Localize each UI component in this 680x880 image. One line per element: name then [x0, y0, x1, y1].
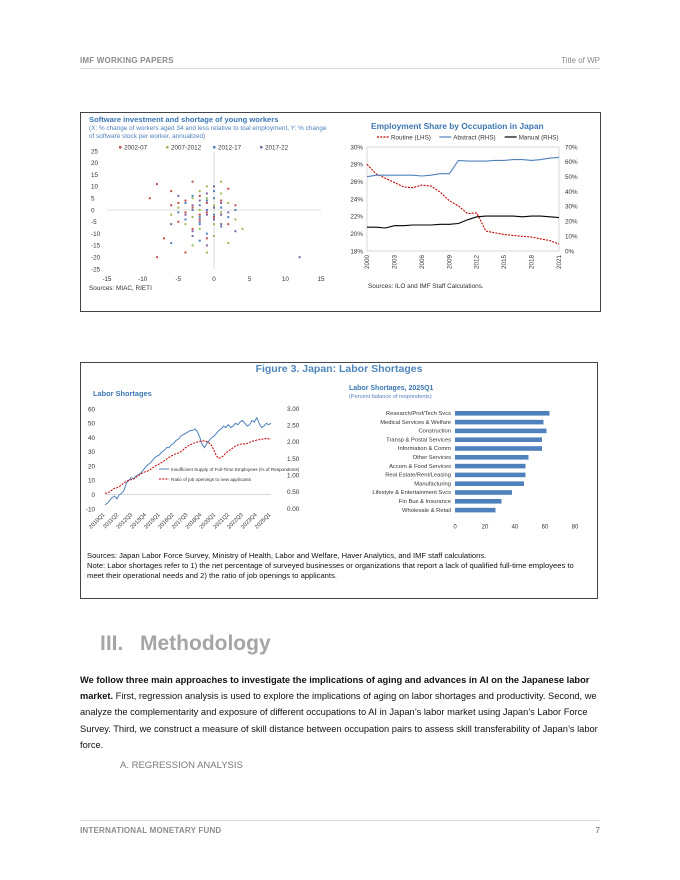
employment-x-tick: 2003 [391, 255, 399, 270]
labor-x-tick: 2011Q2 [102, 512, 121, 531]
scatter-point [220, 211, 222, 213]
scatter-point [184, 218, 186, 220]
employment-y-right-tick: 0% [565, 248, 575, 256]
labor-x-tick: 2018Q4 [184, 512, 204, 531]
figure3-note: Note: Labor shortages refer to 1) the net percentage of surveyed businesses or organizations that report a lack of qualified full-time employees to meet their operational needs and 2) the ratio of job openings to applicants. [87, 561, 574, 580]
paragraph-rest: First, regression analysis is used to explore the implications of aging on labor shortages and productivity. Second, we analyze the complementarity and exposure of different occupations to AI in Japan’s labor market using Japan’s Labor Force Survey. Third, we construct a measure of skill distance between occupation pairs to assess skill transferability of Japan’s labor force. [80, 691, 598, 750]
employment-y-left-tick: 26% [350, 178, 363, 186]
scatter-point [156, 183, 158, 185]
scatter-point [213, 190, 215, 192]
scatter-source: Sources: MIAC, RIETI [89, 285, 152, 292]
scatter-y-tick: -15 [91, 242, 101, 250]
employment-title: Employment Share by Occupation in Japan [371, 121, 544, 131]
scatter-point [242, 228, 244, 230]
scatter-point [192, 195, 194, 197]
scatter-point [206, 244, 208, 246]
scatter-y-tick: 0 [91, 207, 95, 215]
scatter-point [199, 218, 201, 220]
employment-y-right-tick: 70% [565, 144, 578, 152]
bar-category-label: Research/Prof/Tech Svcs [385, 411, 451, 417]
scatter-point [199, 204, 201, 206]
labor-x-tick: 2010Q1 [88, 512, 107, 531]
labor-y-left-tick: -10 [85, 506, 95, 514]
employment-x-tick: 2006 [418, 255, 426, 270]
employment-series-line [367, 216, 559, 228]
figure3-box [80, 362, 598, 599]
figure3-title: Figure 3. Japan: Labor Shortages [255, 363, 423, 375]
bar-category-label: Medical Services & Welfare [380, 419, 451, 426]
scatter-point [199, 228, 201, 230]
scatter-point [220, 207, 222, 209]
bar-category-label: Manufacturing [414, 481, 451, 488]
bar-x-tick: 60 [541, 524, 549, 531]
bar-category-label: Other Services [412, 455, 451, 461]
scatter-chart [81, 141, 343, 291]
scatter-point [192, 216, 194, 218]
employment-y-right-tick: 30% [565, 203, 578, 211]
labor-y-left-tick: 30 [87, 449, 95, 457]
labor-y-right-tick: 1.00 [287, 472, 300, 480]
scatter-legend-label: 2012-17 [218, 144, 242, 152]
employment-legend-label: Abstract (RHS) [453, 134, 496, 142]
employment-y-right-tick: 60% [565, 159, 578, 167]
scatter-point [184, 202, 186, 204]
labor-series-line [105, 438, 271, 493]
employment-y-left-tick: 28% [350, 161, 363, 169]
scatter-point [206, 185, 208, 187]
scatter-legend-marker [260, 146, 263, 149]
scatter-point [199, 200, 201, 202]
bar-x-tick: 20 [481, 524, 489, 531]
scatter-legend-marker [119, 146, 122, 149]
scatter-point [170, 214, 172, 216]
scatter-point [227, 216, 229, 218]
bar [455, 455, 529, 460]
scatter-point [234, 204, 236, 206]
bar [455, 429, 547, 434]
scatter-point [213, 223, 215, 225]
bar-category-label: Accom & Food Services [389, 463, 451, 470]
scatter-y-tick: -5 [91, 219, 97, 227]
labor-x-tick: 2015Q1 [143, 512, 162, 531]
labor-x-tick: 2017Q3 [171, 512, 190, 531]
scatter-y-tick: -20 [91, 254, 101, 262]
scatter-point [192, 228, 194, 230]
bar-category-label: Real Estate/Rent/Leasing [385, 472, 451, 479]
scatter-x-tick: 10 [281, 276, 289, 283]
bar [455, 411, 550, 416]
scatter-point [184, 214, 186, 216]
scatter-point [206, 214, 208, 216]
scatter-point [170, 190, 172, 192]
labor-y-right-tick: 2.50 [287, 422, 300, 430]
scatter-point [192, 207, 194, 209]
scatter-point [234, 218, 236, 220]
scatter-point [227, 242, 229, 244]
scatter-point [213, 207, 215, 209]
employment-y-right-tick: 40% [565, 188, 578, 196]
employment-plot-frame [367, 147, 559, 251]
labor-y-right-tick: 0.00 [287, 505, 300, 513]
labor-y-right-tick: 1.50 [287, 455, 300, 463]
scatter-point [213, 216, 215, 218]
scatter-x-tick: 0 [212, 276, 216, 283]
scatter-point [220, 226, 222, 228]
bar [455, 473, 526, 478]
scatter-subtitle-1: (X: % change of workers aged 34 and less relative to toal employment, Y: % change [89, 125, 327, 132]
scatter-point [220, 214, 222, 216]
employment-y-right-tick: 10% [565, 233, 578, 241]
scatter-point [213, 214, 215, 216]
employment-chart [337, 131, 599, 291]
scatter-point [192, 209, 194, 211]
bar-category-label: Transp & Postal Services [386, 437, 451, 444]
scatter-legend-label: 2017-22 [265, 144, 289, 152]
scatter-point [213, 204, 215, 206]
scatter-legend-marker [166, 146, 169, 149]
bar-category-label: Information & Comm [397, 446, 451, 453]
scatter-point [199, 240, 201, 242]
scatter-point [177, 211, 179, 213]
employment-y-left-tick: 22% [350, 213, 363, 221]
scatter-point [177, 207, 179, 209]
employment-series-line [367, 164, 559, 244]
scatter-point [199, 195, 201, 197]
employment-y-right-tick: 20% [565, 218, 578, 226]
employment-series-line [367, 157, 559, 176]
paragraph-lead: We follow three main approaches to investigate the implications of aging and advances in AI on the Japanese labor market. [80, 675, 590, 702]
bar [455, 464, 526, 469]
scatter-point [227, 223, 229, 225]
scatter-point [227, 188, 229, 190]
employment-source: Sources: ILO and IMF Staff Calculations. [368, 283, 484, 290]
bar [455, 508, 496, 513]
employment-y-left-tick: 18% [350, 248, 363, 256]
scatter-point [192, 204, 194, 206]
bar-x-tick: 40 [511, 524, 519, 531]
scatter-point [206, 251, 208, 253]
labor-x-tick: 2023Q4 [240, 512, 259, 531]
scatter-point [184, 223, 186, 225]
footer-left: INTERNATIONAL MONETARY FUND [80, 826, 222, 835]
bar [455, 481, 524, 486]
labor-x-tick: 2016Q2 [157, 512, 176, 531]
scatter-point [220, 200, 222, 202]
labor-y-right-tick: 3.00 [287, 405, 300, 413]
scatter-y-tick: -10 [91, 230, 101, 238]
employment-x-tick: 2012 [473, 255, 481, 270]
labor-shortages-title: Labor Shortages [93, 389, 152, 398]
scatter-point [234, 230, 236, 232]
scatter-y-tick: 20 [91, 160, 99, 168]
scatter-point [206, 197, 208, 199]
footer-rule [80, 820, 600, 821]
scatter-point [227, 211, 229, 213]
scatter-point [220, 223, 222, 225]
scatter-point [163, 237, 165, 239]
scatter-y-tick: 5 [91, 195, 95, 203]
scatter-subtitle-2: of software stock per worker, annualized) [89, 133, 206, 140]
labor-legend-label: Insufficient Supply of Full-Time Employees (% of Respondents) [171, 466, 300, 472]
scatter-title: Software investment and shortage of young workers [89, 115, 279, 124]
labor-y-left-tick: 60 [87, 406, 95, 414]
scatter-point [220, 202, 222, 204]
scatter-point [177, 221, 179, 223]
labor-y-right-tick: 2.00 [287, 439, 300, 447]
scatter-point [206, 237, 208, 239]
scatter-y-tick: 15 [91, 171, 99, 179]
bar-x-tick: 0 [453, 524, 457, 531]
labor-x-tick: 2021Q2 [212, 512, 231, 531]
bar-category-label: Lifestyle & Entertainment Svcs [372, 490, 451, 497]
subsection-heading: A. REGRESSION ANALYSIS [120, 760, 243, 771]
employment-x-tick: 2018 [528, 255, 536, 270]
bar [455, 420, 544, 425]
bar-category-label: Wholesale & Retail [402, 507, 451, 514]
scatter-point [199, 221, 201, 223]
scatter-point [299, 256, 301, 258]
scatter-x-tick: -5 [175, 276, 182, 283]
labor-y-right-tick: 0.50 [287, 489, 300, 497]
scatter-point [234, 209, 236, 211]
scatter-point [206, 209, 208, 211]
scatter-x-tick: -15 [102, 276, 112, 283]
bar-category-label: Construction [418, 428, 451, 435]
labor-shortages-chart [81, 399, 311, 549]
running-header-left: IMF WORKING PAPERS [80, 56, 174, 65]
body-paragraph [80, 672, 600, 753]
scatter-point [213, 235, 215, 237]
scatter-point [206, 233, 208, 235]
labor-x-tick: 2013Q4 [129, 512, 148, 531]
figure3-sources: Sources: Japan Labor Force Survey, Ministry of Health, Labor and Welfare, Haver Analytics, and IMF staff calculations. [87, 551, 487, 560]
scatter-point [192, 230, 194, 232]
employment-y-right-tick: 50% [565, 174, 578, 182]
scatter-point [177, 202, 179, 204]
labor-y-left-tick: 50 [87, 420, 95, 428]
labor-x-tick: 2025Q1 [254, 512, 273, 531]
section-number: III. [100, 632, 124, 655]
scatter-x-tick: 15 [317, 276, 325, 283]
scatter-point [220, 192, 222, 194]
employment-x-tick: 2000 [364, 255, 371, 270]
employment-x-tick: 2015 [501, 255, 509, 270]
scatter-y-tick: 10 [91, 183, 99, 191]
scatter-point [170, 223, 172, 225]
labor-y-left-tick: 0 [91, 492, 95, 500]
scatter-point [149, 197, 151, 199]
labor-shortages-2025-title: Labor Shortages, 2025Q1 [349, 385, 434, 392]
bar [455, 446, 542, 451]
employment-legend-label: Manual (RHS) [518, 134, 559, 142]
scatter-point [192, 244, 194, 246]
scatter-point [199, 209, 201, 211]
page-number: 7 [595, 826, 600, 835]
scatter-point [184, 200, 186, 202]
labor-x-tick: 2022Q3 [226, 512, 245, 531]
scatter-point [206, 211, 208, 213]
scatter-legend-label: 2002-07 [124, 144, 148, 152]
bar [455, 499, 502, 504]
scatter-point [199, 190, 201, 192]
labor-shortages-2025-chart [341, 403, 581, 533]
bar [455, 437, 542, 442]
scatter-legend-label: 2007-2012 [171, 144, 202, 152]
labor-series-line [105, 418, 271, 505]
employment-y-left-tick: 20% [350, 230, 363, 238]
scatter-point [192, 197, 194, 199]
scatter-point [206, 202, 208, 204]
labor-y-left-tick: 10 [87, 477, 95, 485]
header-rule [80, 68, 600, 69]
scatter-x-tick: 5 [247, 276, 252, 283]
bar-category-label: Fin Bus & Insurance [398, 499, 451, 505]
employment-y-left-tick: 24% [350, 196, 363, 204]
scatter-point [192, 181, 194, 183]
scatter-point [206, 200, 208, 202]
bar [455, 490, 512, 495]
scatter-point [213, 218, 215, 220]
scatter-y-tick: -25 [91, 266, 101, 274]
scatter-point [220, 181, 222, 183]
scatter-x-tick: -10 [138, 276, 148, 283]
scatter-point [184, 251, 186, 253]
scatter-point [199, 214, 201, 216]
bar-x-tick: 80 [571, 524, 579, 531]
scatter-point [213, 185, 215, 187]
employment-y-left-tick: 30% [350, 144, 363, 152]
scatter-point [177, 195, 179, 197]
scatter-legend-marker [213, 146, 216, 149]
running-header-right: Title of WP [561, 56, 600, 65]
top-figure-box [80, 112, 601, 312]
labor-shortages-2025-subtitle: (Percent balance of respondents) [349, 394, 432, 400]
employment-x-tick: 2021 [556, 255, 563, 270]
scatter-point [156, 256, 158, 258]
scatter-point [206, 192, 208, 194]
labor-y-left-tick: 20 [87, 463, 95, 471]
labor-x-tick: 2012Q3 [115, 512, 135, 531]
labor-legend-label: Ratio of job openings to new applicants [171, 476, 251, 482]
scatter-point [170, 242, 172, 244]
scatter-point [192, 235, 194, 237]
employment-legend-label: Routine (LHS) [391, 134, 431, 142]
employment-x-tick: 2009 [446, 255, 454, 270]
scatter-point [213, 197, 215, 199]
scatter-y-tick: 25 [91, 148, 99, 156]
scatter-point [170, 204, 172, 206]
figure3-notes [87, 551, 587, 581]
labor-y-left-tick: 40 [87, 434, 95, 442]
scatter-point [184, 211, 186, 213]
labor-x-tick: 2020Q1 [198, 512, 218, 531]
section-title: Methodology [140, 632, 271, 655]
scatter-point [227, 202, 229, 204]
scatter-point [199, 223, 201, 225]
scatter-point [199, 216, 201, 218]
